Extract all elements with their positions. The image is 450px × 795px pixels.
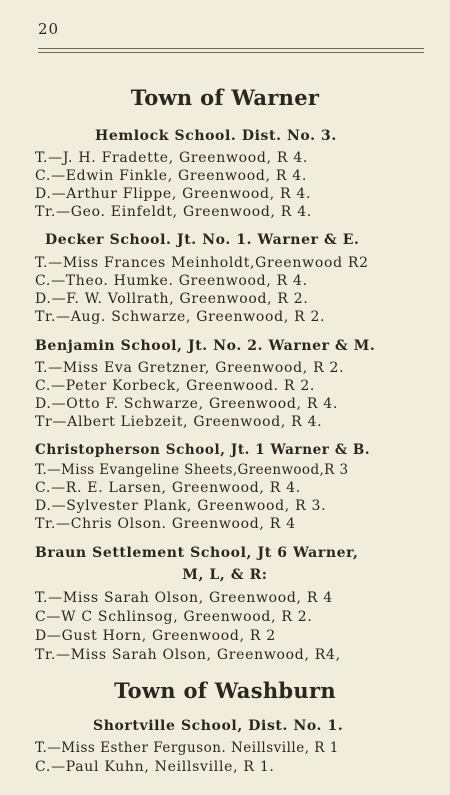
school-heading-christopherson: Christopherson School, Jt. 1 Warner & B. <box>35 442 371 458</box>
school-heading-braun: Braun Settlement School, Jt 6 Warner, <box>35 545 359 561</box>
entry-line: C.—Paul Kuhn, Neillsville, R 1. <box>35 759 275 775</box>
entry-line: T.—Miss Esther Ferguson. Neillsville, R 1 <box>35 740 339 756</box>
entry-line: Tr—Albert Liebzeit, Greenwood, R 4. <box>35 414 323 430</box>
entry-line: Tr.—Chris Olson. Greenwood, R 4 <box>35 516 296 532</box>
entry-line: C.—Peter Korbeck, Greenwood. R 2. <box>35 378 316 394</box>
entry-line: D—Gust Horn, Greenwood, R 2 <box>35 628 276 644</box>
entry-line: C.—Edwin Finkle, Greenwood, R 4. <box>35 168 308 184</box>
entry-line: T.—Miss Frances Meinholdt,Greenwood R2 <box>35 255 369 271</box>
header-rule-bottom <box>38 52 424 53</box>
entry-line: T.—J. H. Fradette, Greenwood, R 4. <box>35 150 309 166</box>
entry-line: C—W C Schlinsog, Greenwood, R 2. <box>35 609 313 625</box>
entry-line: D.—Sylvester Plank, Greenwood, R 3. <box>35 498 327 514</box>
page-number: 20 <box>38 20 60 38</box>
school-heading-decker: Decker School. Jt. No. 1. Warner & E. <box>45 232 360 248</box>
school-heading-hemlock: Hemlock School. Dist. No. 3. <box>95 128 337 144</box>
entry-line: Tr.—Miss Sarah Olson, Greenwood, R4, <box>35 647 341 663</box>
entry-line: Tr.—Geo. Einfeldt, Greenwood, R 4. <box>35 204 312 220</box>
town-title-warner: Town of Warner <box>130 85 320 110</box>
entry-line: D.—Arthur Flippe, Greenwood, R 4. <box>35 186 312 202</box>
entry-line: T.—Miss Eva Gretzner, Greenwood, R 2. <box>35 360 345 376</box>
town-title-washburn: Town of Washburn <box>114 678 336 703</box>
school-heading-shortville: Shortville School, Dist. No. 1. <box>93 718 344 734</box>
entry-line: D.—F. W. Vollrath, Greenwood, R 2. <box>35 291 309 307</box>
school-heading-braun-cont: M, L, & R: <box>182 567 268 583</box>
entry-line: T.—Miss Sarah Olson, Greenwood, R 4 <box>35 590 333 606</box>
entry-line: C.—R. E. Larsen, Greenwood, R 4. <box>35 480 301 496</box>
entry-line: T.—Miss Evangeline Sheets,Greenwood,R 3 <box>35 462 349 478</box>
header-rule-top <box>38 48 424 49</box>
entry-line: Tr.—Aug. Schwarze, Greenwood, R 2. <box>35 309 326 325</box>
entry-line: D.—Otto F. Schwarze, Greenwood, R 4. <box>35 396 338 412</box>
school-heading-benjamin: Benjamin School, Jt. No. 2. Warner & M. <box>35 338 376 354</box>
entry-line: C.—Theo. Humke. Greenwood, R 4. <box>35 273 308 289</box>
